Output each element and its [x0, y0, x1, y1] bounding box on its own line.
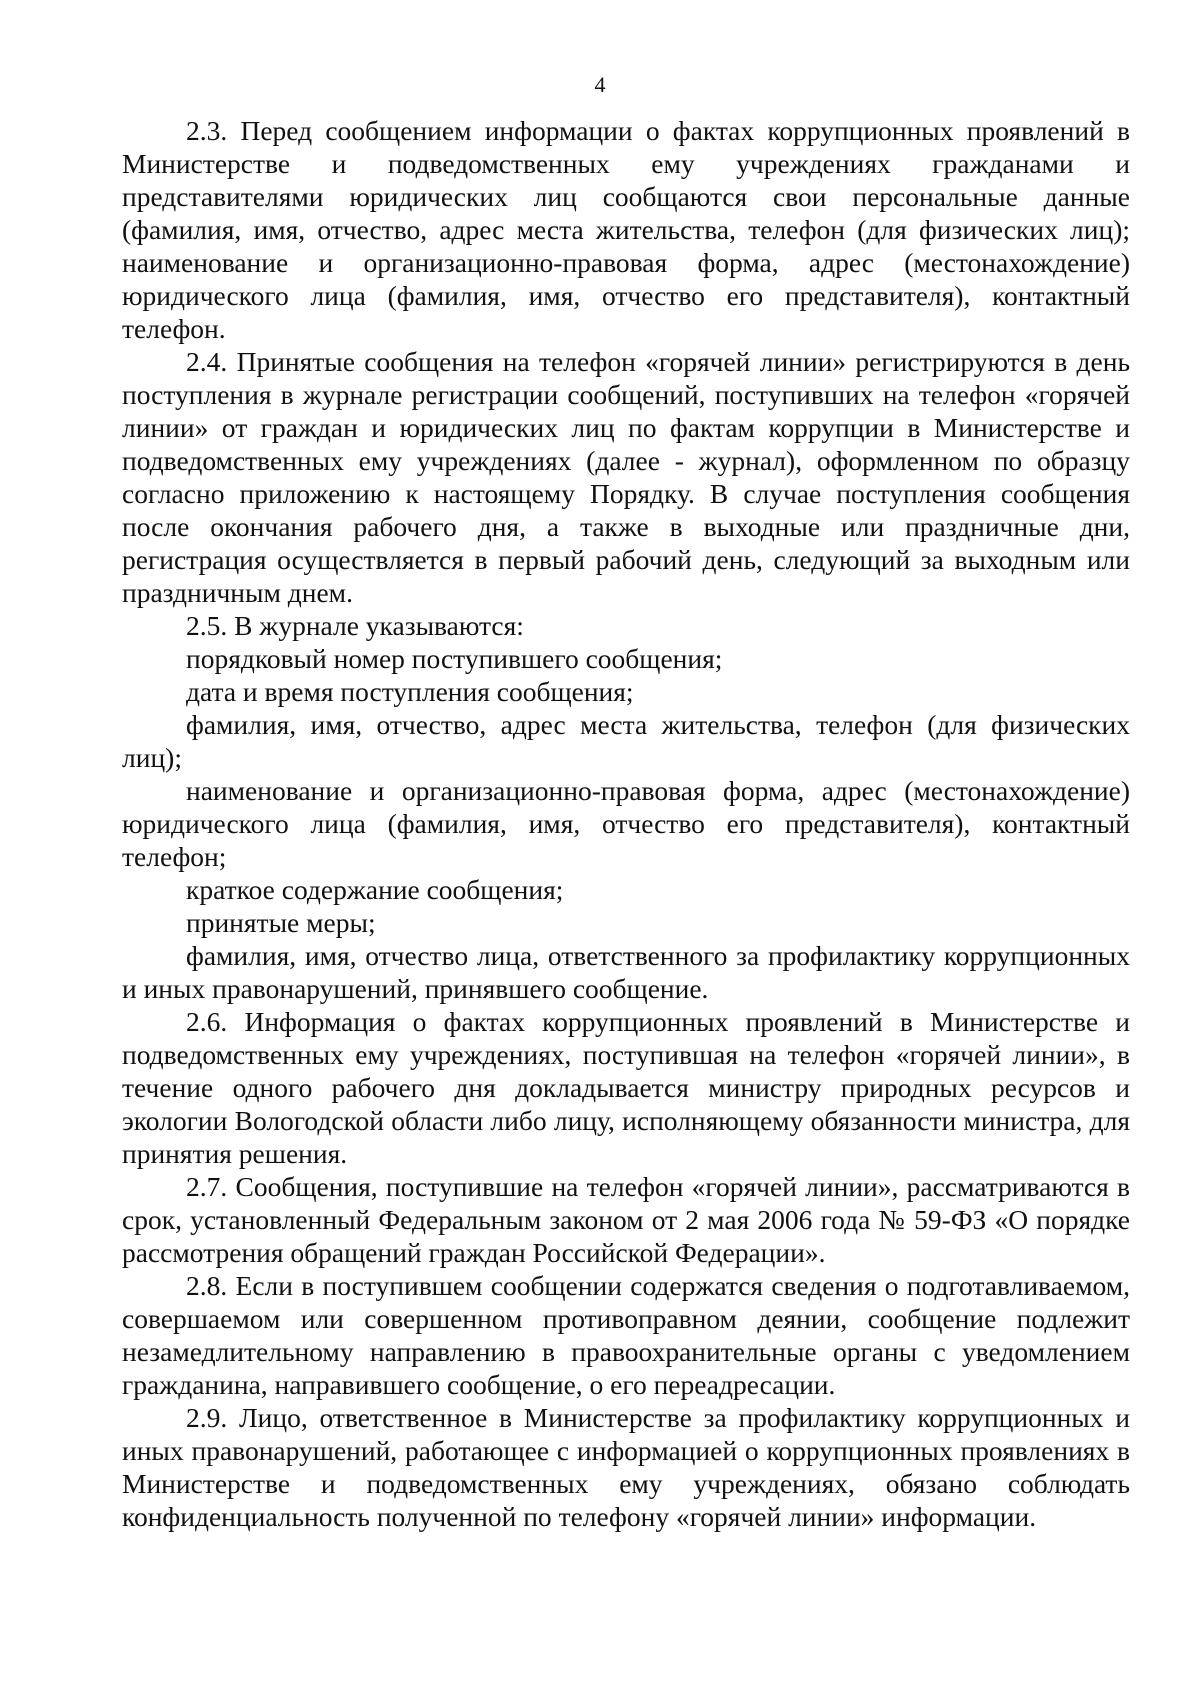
list-item: фамилия, имя, отчество лица, ответственного за профилактику коррупционных и иных правонарушений, принявшего сообщение. — [122, 940, 1130, 1004]
paragraph-2-7: 2.7. Сообщения, поступившие на телефон «горячей линии», рассматриваются в срок, установленный Федеральным законом от 2 мая 2006 года № 59-ФЗ «О порядке рассмотрения обращений граждан Российской Федерации». — [122, 1171, 1130, 1268]
list-item: принятые меры; — [186, 907, 376, 938]
list-item: порядковый номер поступившего сообщения; — [186, 643, 723, 674]
paragraph-2-4: 2.4. Принятые сообщения на телефон «горячей линии» регистрируются в день поступления в журнале регистрации сообщений, поступивших на телефон «горячей линии» от граждан и юридических лиц по фактам коррупции в Министерстве и подведомственных ему учреждениях (далее - журнал), оформленном по образцу согласно приложению к настоящему Порядку. В случае поступления сообщения после окончания рабочего дня, а также в выходные или праздничные дни, регистрация осуществляется в первый рабочий день, следующий за выходным или праздничным днем. — [122, 346, 1130, 608]
paragraph-2-6: 2.6. Информация о фактах коррупционных проявлений в Министерстве и подведомственных ему учреждениях, поступившая на телефон «горячей линии», в течение одного рабочего дня докладывается министру природных ресурсов и экологии Вологодской области либо лицу, исполняющему обязанности министра, для принятия решения. — [122, 1006, 1130, 1169]
page-number: 4 — [594, 72, 606, 97]
paragraph-2-5: 2.5. В журнале указываются: — [186, 610, 524, 641]
list-item: дата и время поступления сообщения; — [186, 676, 634, 707]
paragraph-2-8: 2.8. Если в поступившем сообщении содержатся сведения о подготавливаемом, совершаемом или совершенном противоправном деянии, сообщение подлежит незамедлительному направлению в правоохранительные органы с уведомлением гражданина, направившего сообщение, о его переадресации. — [122, 1270, 1130, 1400]
paragraph-2-9: 2.9. Лицо, ответственное в Министерстве за профилактику коррупционных и иных правонарушений, работающее с информацией о коррупционных проявлениях в Министерстве и подведомственных ему учреждениях, обязано соблюдать конфиденциальность полученной по телефону «горячей линии» информации. — [122, 1402, 1130, 1532]
document-body — [122, 114, 1130, 1533]
list-item: краткое содержание сообщения; — [186, 874, 564, 905]
list-item: фамилия, имя, отчество, адрес места жительства, телефон (для физических лиц); — [122, 709, 1130, 773]
paragraph-2-3: 2.3. Перед сообщением информации о фактах коррупционных проявлений в Министерстве и подведомственных ему учреждениях гражданами и представителями юридических лиц сообщаются свои персональные данные (фамилия, имя, отчество, адрес места жительства, телефон (для физических лиц); наименование и организационно-правовая форма, адрес (местонахождение) юридического лица (фамилия, имя, отчество его представителя), контактный телефон. — [122, 115, 1130, 344]
list-item: наименование и организационно-правовая форма, адрес (местонахождение) юридического лица (фамилия, имя, отчество его представителя), контактный телефон; — [122, 775, 1130, 872]
